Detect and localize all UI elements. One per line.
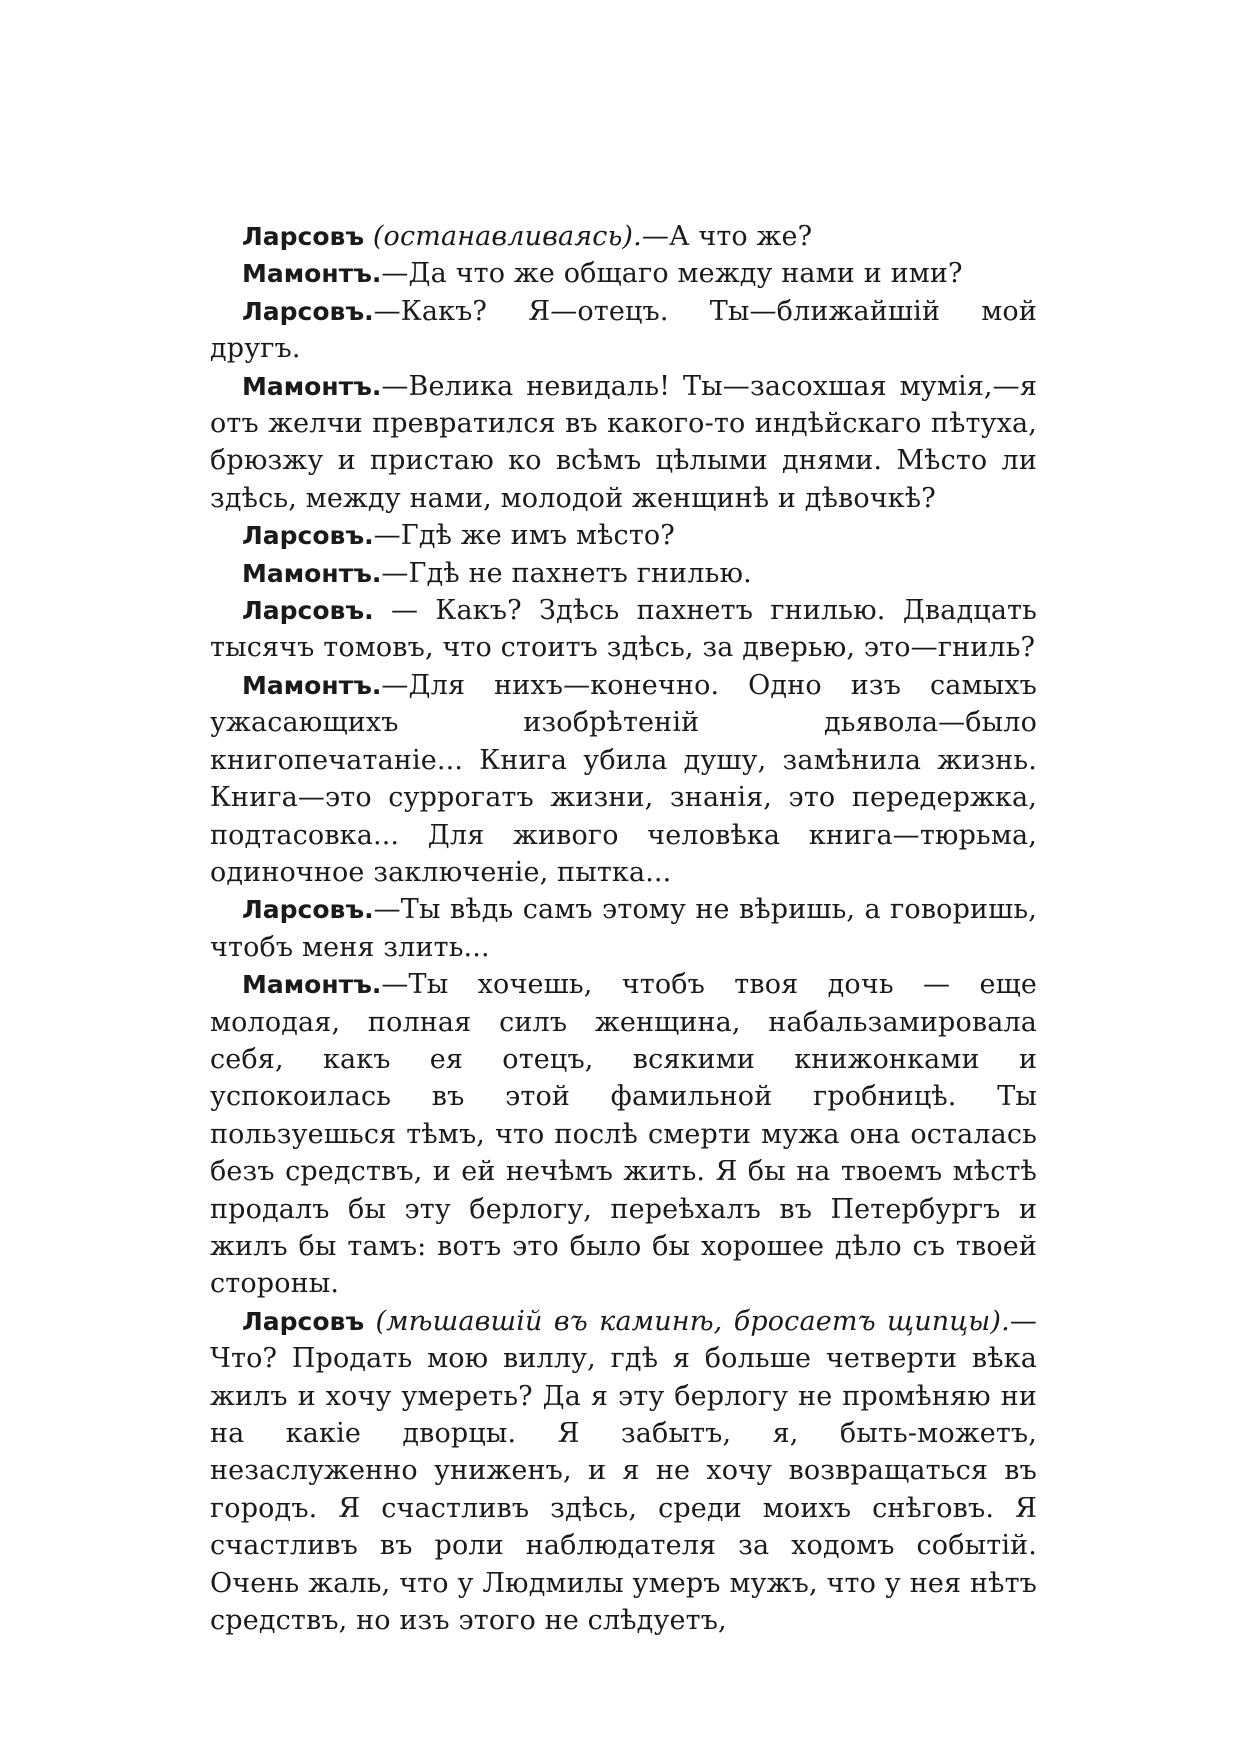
dialogue-line: —Ты вѣдь самъ этому не вѣришь, а говоришь, чтобъ меня злить... [210, 894, 1037, 963]
dialogue-paragraph [210, 293, 1037, 368]
speaker-name: Ларсовъ. [242, 521, 374, 551]
dialogue-paragraph [210, 368, 1037, 518]
speaker-name: Ларсовъ. [242, 895, 374, 925]
dialogue-paragraph [210, 966, 1037, 1303]
dialogue-line: —Велика невидаль! Ты—засохшая мумія,—я отъ желчи превратился въ какого-то индѣйскаго пѣтуха, брюзжу и пристаю ко всѣмъ цѣлыми днями. Мѣсто ли здѣсь, между нами, молодой женщинѣ и дѣвочкѣ? [210, 370, 1037, 514]
speaker-name: Ларсовъ. [242, 596, 374, 626]
dialogue-paragraph [210, 555, 1037, 592]
dialogue-line: —Гдѣ же имъ мѣсто? [373, 520, 675, 552]
dialogue-line: —Ты хочешь, чтобъ твоя дочь — еще молодая, полная силъ женщина, набальзамировала себя, какъ ея отецъ, всякими книжонками и успокоилась въ этой фамильной гробницѣ. Ты пользуешься тѣмъ, что послѣ смерти мужа она осталась безъ средствъ, и ей нечѣмъ жить. Я бы на твоемъ мѣстѣ продалъ бы эту берлогу, переѣхалъ въ Петербургъ и жилъ бы тамъ: вотъ это было бы хорошее дѣло съ твоей стороны. [210, 969, 1037, 1300]
speaker-name: Мамонтъ. [242, 259, 382, 289]
dialogue-paragraph [210, 517, 1037, 554]
speaker-name: Ларсовъ [242, 222, 365, 251]
dialogue-line: —Да что же общаго между нами и ими? [381, 258, 963, 290]
dialogue-paragraph [210, 1303, 1037, 1640]
dialogue-line: —Для нихъ—конечно. Одно изъ самыхъ ужасающихъ изобрѣтеній дьявола—было книгопечатаніе... Книга убила душу, замѣнила жизнь. Книга—это суррогатъ жизни, знанія, это передержка, подтасовка... Для живого человѣка книга—тюрьма, одиночное заключеніе, пытка... [210, 669, 1037, 888]
play-dialogue-text [210, 218, 1037, 1639]
speaker-name: Мамонтъ. [242, 670, 382, 700]
dialogue-line: —Какъ? Я—отецъ. Ты—ближайшій мой другъ. [210, 295, 1037, 365]
dialogue-line: — Какъ? Здѣсь пахнетъ гнилью. Двадцать тысячъ томовъ, что стоитъ здѣсь, за дверью, это—гниль? [210, 595, 1037, 664]
dialogue-paragraph [210, 592, 1037, 667]
speaker-name: Мамонтъ. [242, 371, 382, 401]
dialogue-line: —Гдѣ не пахнетъ гнилью. [381, 557, 752, 589]
dialogue-line: —Что? Продать мою виллу, гдѣ я больше четверти вѣка жилъ и хочу умереть? Да я эту берлогу не промѣняю ни на какіе дворцы. Я забытъ, я, быть-можетъ, незаслуженно униженъ, и я не хочу возвращаться въ городъ. Я счастливъ здѣсь, среди моихъ снѣговъ. Я счастливъ въ роли наблюдателя за ходомъ событій. Очень жаль, что у Людмилы умеръ мужъ, что у нея нѣтъ средствъ, но изъ этого не слѣдуетъ, [210, 1305, 1037, 1637]
speaker-name: Мамонтъ. [242, 558, 382, 588]
speaker-name: Ларсовъ [242, 1306, 365, 1336]
dialogue-paragraph [210, 667, 1037, 891]
speaker-name: Мамонтъ. [242, 970, 382, 1000]
dialogue-paragraph [210, 891, 1037, 966]
dialogue-paragraph [210, 218, 1037, 255]
dialogue-paragraph [210, 255, 1037, 292]
stage-direction: (мѣшавшій въ каминѣ, бросаетъ щипцы). [375, 1305, 1010, 1337]
stage-direction: (останавливаясь). [372, 221, 642, 252]
speaker-name: Ларсовъ. [242, 296, 374, 326]
dialogue-line: —А что же? [641, 221, 813, 252]
